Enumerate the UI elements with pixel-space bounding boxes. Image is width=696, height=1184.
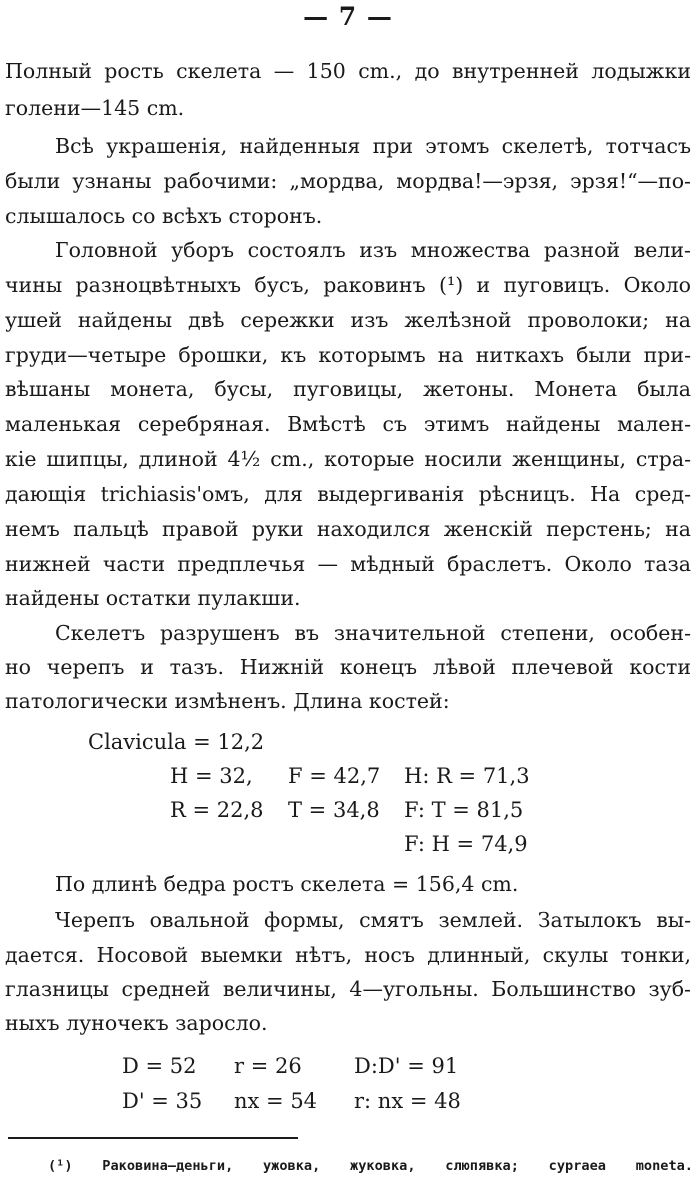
measurement-value: r = 26 (234, 1054, 302, 1078)
measurement-value: R = 22,8 (170, 798, 264, 822)
measurement-value: D = 52 (122, 1054, 197, 1078)
text-line: слышалось со всѣхъ сторонъ. (5, 204, 323, 228)
text-line: дающія trichiasis'омъ, для выдергиванія рѣсницъ. На сред- (5, 482, 691, 506)
measurement-index: H: R = 71,3 (404, 764, 530, 788)
text-line: маленькая серебряная. Вмѣстѣ съ этимъ найдены мален- (5, 412, 691, 436)
text-line: Головной уборъ состоялъ изъ множества разной вели- (55, 238, 691, 262)
measurement-index: r: nx = 48 (354, 1089, 461, 1113)
text-line: вѣшаны монета, бусы, пуговицы, жетоны. Монета была (5, 377, 691, 401)
text-line: ушей найдены двѣ сережки изъ желѣзной проволоки; на (5, 308, 691, 332)
text-line: груди—четыре брошки, къ которымъ на ниткахъ были при- (5, 343, 691, 367)
text-line: найдены остатки пулакши. (5, 586, 301, 610)
text-line: патологически измѣненъ. Длина костей: (5, 689, 450, 713)
footnote: (¹) Раковина—деньги, ужовка, жуковка, слюпявка; cypraea moneta. (48, 1158, 693, 1174)
text-line: нижней части предплечья — мѣдный браслетъ. Около таза (5, 552, 691, 576)
text-line: Черепъ овальной формы, смятъ землей. Затылокъ вы- (55, 908, 691, 932)
text-line: По длинѣ бедра ростъ скелета = 156,4 cm. (55, 872, 519, 896)
measurement-index: F: H = 74,9 (404, 832, 528, 856)
text-line: немъ пальцѣ правой руки находился женскій перстень; на (5, 517, 691, 541)
text-line: чины разноцвѣтныхъ бусъ, раковинъ (¹) и пуговицъ. Около (5, 273, 691, 297)
text-line: ныхъ луночекъ заросло. (5, 1011, 268, 1035)
measurement-index: F: T = 81,5 (404, 798, 524, 822)
measurement-clavicula: Clavicula = 12,2 (88, 730, 265, 754)
text-line: голени—145 cm. (5, 96, 185, 120)
measurement-value: D' = 35 (122, 1089, 203, 1113)
measurement-value: nx = 54 (234, 1089, 318, 1113)
text-line: Скелетъ разрушенъ въ значительной степени, особен- (55, 621, 691, 645)
text-line: Полный рость скелета — 150 cm., до внутренней лодыжки (5, 59, 691, 83)
page-number: — 7 — (303, 2, 393, 31)
text-line: кіе шипцы, длиной 4½ cm., которые носили женщины, стра- (5, 447, 691, 471)
text-line: Всѣ украшенія, найденныя при этомъ скелетѣ, тотчасъ (55, 134, 691, 158)
text-line: были узнаны рабочими: „мордва, мордва!—эрзя, эрзя!“—по- (5, 169, 691, 193)
text-line: но черепъ и тазъ. Нижній конецъ лѣвой плечевой кости (5, 655, 691, 679)
measurement-value: H = 32, (170, 764, 253, 788)
measurement-index: D:D' = 91 (354, 1054, 459, 1078)
measurement-value: F = 42,7 (288, 764, 381, 788)
measurement-value: T = 34,8 (288, 798, 380, 822)
text-line: глазницы средней величины, 4—угольны. Большинство зуб- (5, 977, 691, 1001)
footnote-divider (8, 1137, 298, 1139)
text-line: дается. Носовой выемки нѣтъ, носъ длинный, скулы тонки, (5, 943, 691, 967)
